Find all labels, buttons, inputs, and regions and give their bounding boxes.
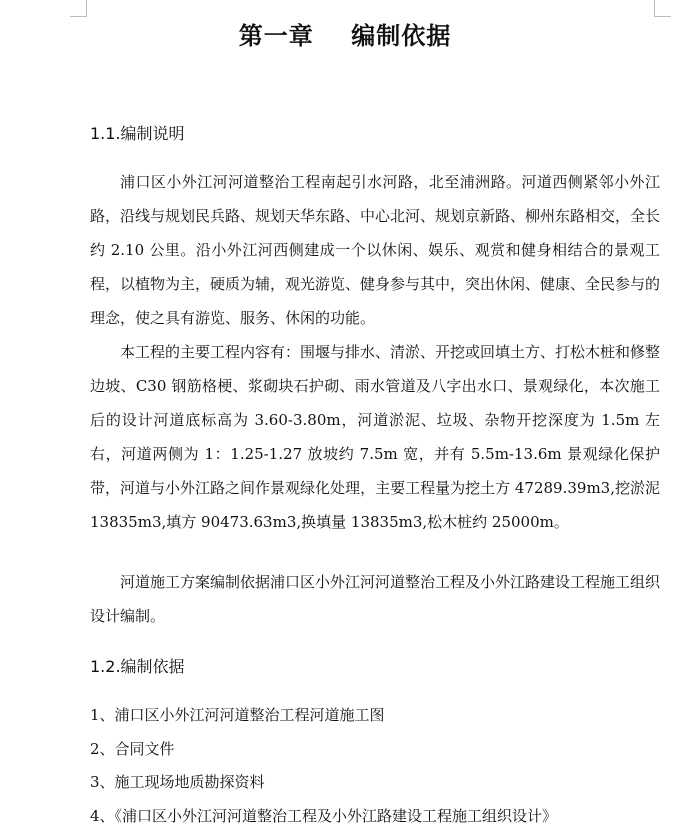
paragraph-project-overview: 浦口区小外江河河道整治工程南起引水河路，北至浦洲路。河道西侧紧邻小外江路，沿线与规划民兵路、规划天华东路、中心北河、规划京新路、柳州东路相交，全长约 2.10 公里。沿小外江河西侧建成一个以休闲、娱乐、观赏和健身相结合的景观工程，以植物为主，硬质为辅，观光游览、健身参与其中，突出休闲、健康、全民参与的理念，使之具有游览、服务、休闲的功能。 xyxy=(90,165,660,335)
page-margin-corner-top-left xyxy=(70,0,87,17)
list-item: 2、合同文件 xyxy=(90,733,557,767)
paragraph-basis-summary: 河道施工方案编制依据浦口区小外江河河道整治工程及小外江路建设工程施工组织设计编制。 xyxy=(90,565,660,633)
section-heading-1-2: 1.2.编制依据 xyxy=(90,654,185,677)
list-item: 1、浦口区小外江河河道整治工程河道施工图 xyxy=(90,699,557,733)
section-heading-1-1: 1.1.编制说明 xyxy=(90,121,185,144)
chapter-title: 第一章 编制依据 xyxy=(0,16,690,51)
list-item: 4、《浦口区小外江河河道整治工程及小外江路建设工程施工组织设计》 xyxy=(90,800,557,833)
list-item: 3、施工现场地质勘探资料 xyxy=(90,766,557,800)
page-margin-corner-top-right xyxy=(654,0,671,17)
paragraph-main-works: 本工程的主要工程内容有：围堰与排水、清淤、开挖或回填土方、打松木桩和修整边坡、C30 钢筋格梗、浆砌块石护砌、雨水管道及八字出水口、景观绿化，本次施工后的设计河道底标高为 3.60-3.80m，河道淤泥、垃圾、杂物开挖深度为 1.5m 左右，河道两侧为 1：1.25-1.27 放坡约 7.5m 宽，并有 5.5m-13.6m 景观绿化保护带，河道与小外江路之间作景观绿化处理，主要工程量为挖土方 47289.39m3,挖淤泥 13835m3,填方 90473.63m3,换填量 13835m3,松木桩约 25000m。 xyxy=(90,335,660,539)
basis-list xyxy=(90,699,557,833)
